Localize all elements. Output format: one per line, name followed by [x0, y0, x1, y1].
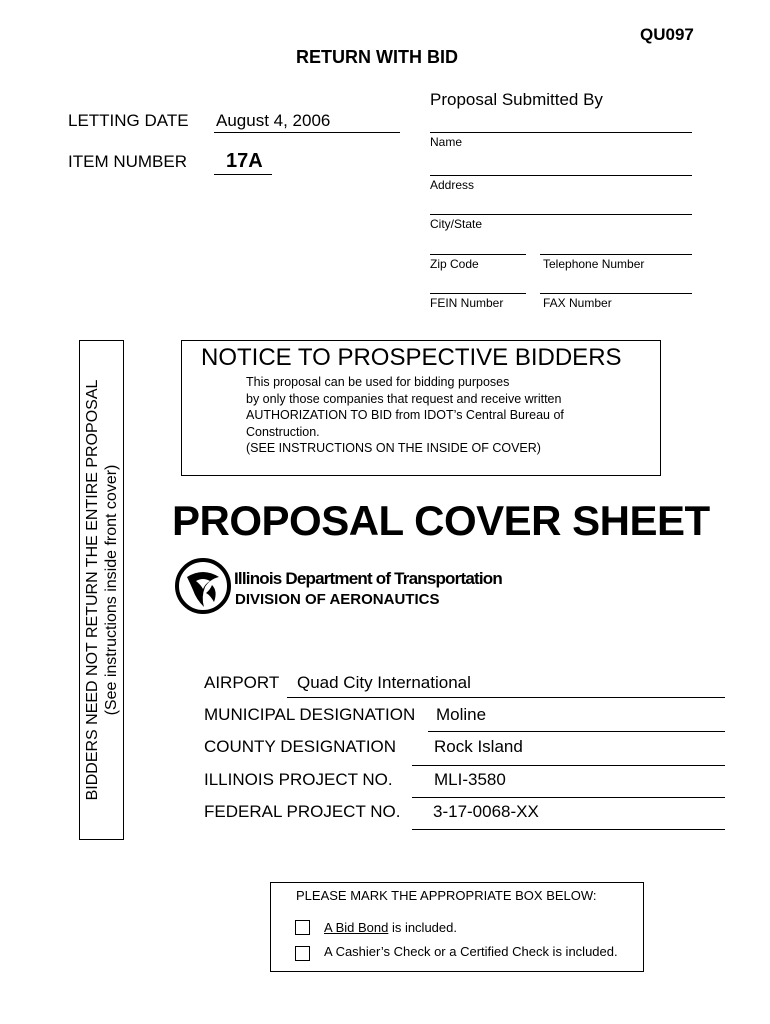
airport-label: AIRPORT — [204, 673, 280, 692]
side-notice-line-1: BIDDERS NEED NOT RETURN THE ENTIRE PROPOSAL — [83, 379, 101, 801]
cashiers-check-checkbox[interactable] — [295, 946, 310, 961]
city-state-line[interactable] — [430, 214, 692, 215]
side-notice-line-2: (See instructions inside front cover) — [102, 464, 120, 716]
bid-security-box — [270, 882, 644, 972]
document-code: QU097 — [640, 25, 694, 44]
city-state-label: City/State — [430, 217, 483, 231]
municipal-designation-value: Moline — [436, 705, 487, 724]
item-number-value: 17A — [226, 150, 263, 172]
division-name: DIVISION OF AERONAUTICS — [235, 591, 440, 608]
illinois-project-label: ILLINOIS PROJECT NO. — [204, 770, 393, 789]
telephone-label: Telephone Number — [543, 257, 645, 271]
municipal-designation-label: MUNICIPAL DESIGNATION — [204, 705, 416, 724]
county-designation-label: COUNTY DESIGNATION — [204, 737, 397, 756]
bid-security-title: PLEASE MARK THE APPROPRIATE BOX BELOW: — [296, 888, 597, 903]
airport-value: Quad City International — [297, 673, 471, 692]
fax-line[interactable] — [540, 293, 692, 294]
bid-bond-rest-text: is included. — [388, 920, 457, 935]
notice-body — [246, 374, 564, 457]
illinois-project-underline — [412, 797, 725, 798]
side-notice-text — [83, 350, 121, 830]
side-notice-box — [79, 340, 124, 840]
letting-date-value: August 4, 2006 — [216, 111, 331, 130]
illinois-project-value: MLI-3580 — [434, 770, 506, 789]
zip-code-label: Zip Code — [430, 257, 479, 271]
notice-line-3: AUTHORIZATION TO BID from IDOT’s Central Bureau of — [246, 408, 564, 422]
fax-label: FAX Number — [543, 296, 612, 310]
letting-date-underline — [214, 132, 400, 133]
fein-label: FEIN Number — [430, 296, 504, 310]
proposal-submitted-by-title: Proposal Submitted By — [430, 90, 603, 109]
fein-line[interactable] — [430, 293, 526, 294]
federal-project-underline — [412, 829, 725, 830]
idot-logo-icon — [174, 557, 232, 615]
cashiers-check-option: A Cashier’s Check or a Certified Check is included. — [324, 944, 618, 959]
county-designation-value: Rock Island — [434, 737, 523, 756]
return-with-bid-heading: RETURN WITH BID — [296, 47, 458, 67]
bid-bond-checkbox[interactable] — [295, 920, 310, 935]
notice-title: NOTICE TO PROSPECTIVE BIDDERS — [201, 344, 622, 371]
notice-box — [181, 340, 661, 476]
proposal-cover-sheet-title: PROPOSAL COVER SHEET — [172, 497, 710, 544]
item-number-label: ITEM NUMBER — [68, 152, 187, 171]
federal-project-label: FEDERAL PROJECT NO. — [204, 802, 401, 821]
county-underline — [412, 765, 725, 766]
agency-name: Illinois Department of Transportation — [234, 569, 502, 588]
airport-underline — [287, 697, 725, 698]
name-label: Name — [430, 135, 463, 149]
zip-code-line[interactable] — [430, 254, 526, 255]
address-line[interactable] — [430, 175, 692, 176]
item-number-underline — [214, 174, 272, 175]
municipal-underline — [428, 731, 725, 732]
letting-date-label: LETTING DATE — [68, 111, 189, 130]
notice-line-5: (SEE INSTRUCTIONS ON THE INSIDE OF COVER) — [246, 441, 541, 455]
notice-line-2: by only those companies that request and receive written — [246, 391, 562, 406]
notice-line-4: Construction. — [246, 424, 320, 439]
bid-bond-option — [324, 920, 457, 935]
address-label: Address — [430, 178, 475, 192]
notice-line-1: This proposal can be used for bidding purposes — [246, 375, 510, 389]
name-line[interactable] — [430, 132, 692, 133]
telephone-line[interactable] — [540, 254, 692, 255]
bid-bond-text: A Bid Bond — [324, 920, 389, 935]
federal-project-value: 3-17-0068-XX — [433, 802, 539, 821]
